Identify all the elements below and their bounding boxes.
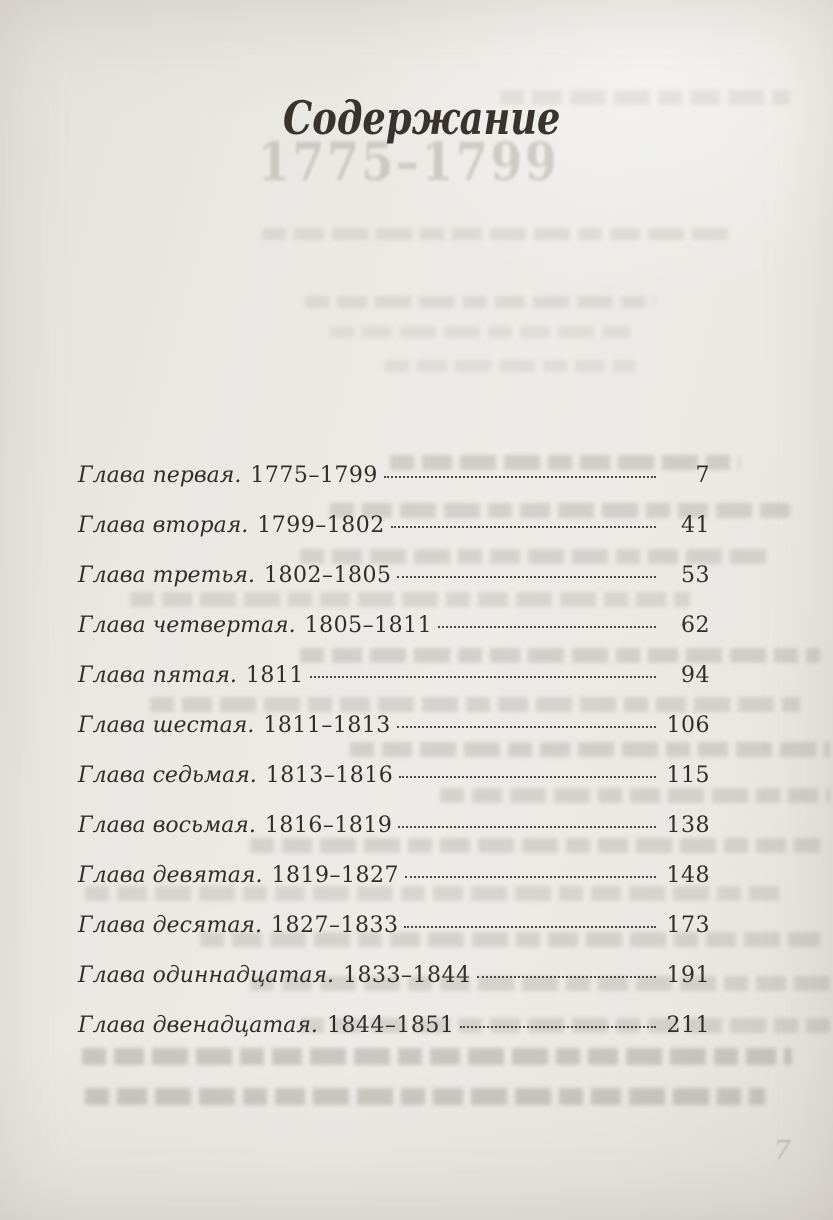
bleed-through-heading: 1775–1799 (258, 132, 560, 193)
toc-entry-6 (78, 701, 710, 751)
toc-entry-3 (78, 551, 710, 601)
chapter-page-number: 53 (681, 563, 710, 588)
dot-leader (460, 1026, 656, 1028)
chapter-page-number: 94 (681, 663, 710, 688)
chapter-years: 1799–1802 (257, 513, 385, 538)
chapter-label: Глава третья. (78, 563, 255, 588)
toc-entry-7 (78, 751, 710, 801)
chapter-years: 1775–1799 (250, 463, 378, 488)
dot-leader (399, 776, 656, 778)
chapter-page-number: 62 (681, 613, 710, 638)
chapter-page-number: 148 (666, 863, 710, 888)
dot-leader (384, 476, 656, 478)
chapter-page-number: 7 (695, 463, 710, 488)
chapter-label: Глава десятая. (78, 913, 262, 938)
dot-leader (404, 926, 656, 928)
page-title: Содержание (283, 90, 561, 145)
chapter-page-number: 138 (666, 813, 710, 838)
toc-entry-9 (78, 851, 710, 901)
toc-entry-10 (78, 901, 710, 951)
folio-number: 7 (774, 1136, 791, 1166)
chapter-page-number: 41 (681, 513, 710, 538)
bleed-through-line (385, 360, 635, 372)
chapter-years: 1827–1833 (271, 913, 399, 938)
dot-leader (391, 526, 656, 528)
toc-entry-12 (78, 1001, 710, 1051)
chapter-label: Глава четвертая. (78, 613, 296, 638)
chapter-page-number: 173 (666, 913, 710, 938)
chapter-years: 1816–1819 (264, 813, 393, 838)
toc-entry-8 (78, 801, 710, 851)
chapter-years: 1844–1851 (326, 1013, 455, 1038)
chapter-page-number: 115 (666, 763, 710, 788)
chapter-label: Глава одиннадцатая. (78, 963, 335, 988)
chapter-label: Глава двенадцатая. (78, 1013, 318, 1038)
chapter-years: 1802–1805 (263, 563, 392, 588)
chapter-years: 1805–1811 (304, 613, 433, 638)
dot-leader (397, 726, 656, 728)
chapter-label: Глава восьмая. (78, 813, 256, 838)
chapter-page-number: 211 (666, 1013, 710, 1038)
chapter-label: Глава шестая. (78, 713, 255, 738)
dot-leader (477, 976, 657, 978)
toc-entry-1 (78, 451, 710, 501)
dot-leader (405, 876, 656, 878)
chapter-years: 1833–1844 (343, 963, 471, 988)
chapter-label: Глава вторая. (78, 513, 249, 538)
chapter-years: 1813–1816 (265, 763, 394, 788)
toc-entry-2 (78, 501, 710, 551)
bleed-through-line (305, 296, 655, 308)
chapter-label: Глава пятая. (78, 663, 237, 688)
toc-entry-5 (78, 651, 710, 701)
bleed-through-line (330, 326, 630, 338)
chapter-years: 1811 (245, 663, 304, 688)
dot-leader (398, 826, 656, 828)
chapter-years: 1811–1813 (263, 713, 391, 738)
chapter-years: 1819–1827 (271, 863, 399, 888)
bleed-through-line (262, 228, 732, 240)
chapter-page-number: 106 (666, 713, 710, 738)
table-of-contents (78, 451, 710, 1051)
dot-leader (397, 576, 656, 578)
toc-entry-11 (78, 951, 710, 1001)
chapter-label: Глава девятая. (78, 863, 263, 888)
dot-leader (310, 676, 656, 678)
bleed-through-line (85, 1088, 765, 1105)
chapter-label: Глава седьмая. (78, 763, 257, 788)
chapter-page-number: 191 (666, 963, 710, 988)
toc-entry-4 (78, 601, 710, 651)
chapter-label: Глава первая. (78, 463, 242, 488)
dot-leader (438, 626, 656, 628)
